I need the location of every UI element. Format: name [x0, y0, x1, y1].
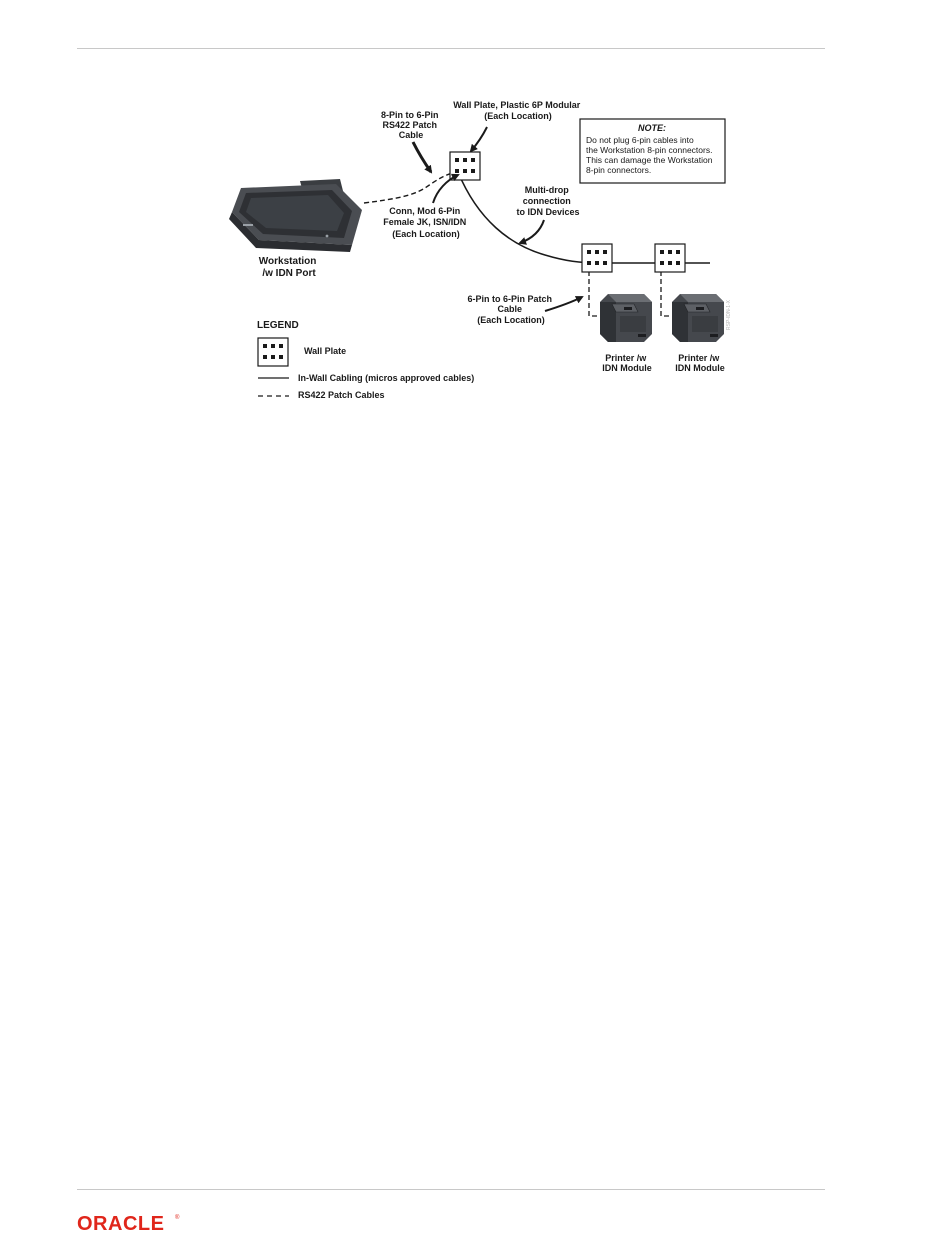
- wall-plate-callout-label: Wall Plate, Plastic 6P Modular (Each Location): [453, 100, 581, 121]
- legend-wall-plate-symbol: [258, 338, 288, 366]
- oracle-logo-text: ORACLE: [77, 1213, 165, 1235]
- figure-id: RSP-IDN-1-X: [726, 299, 732, 330]
- printer-2: [672, 294, 724, 342]
- patch-cable-6to6-label: 6-Pin to 6-Pin Patch Cable (Each Location): [467, 294, 552, 325]
- legend-title: LEGEND: [257, 320, 299, 331]
- connector-callout-label: Conn, Mod 6-Pin Female JK, ISN/IDN (Each Location): [383, 206, 467, 239]
- rs422-patch-cable-workstation: [364, 172, 457, 203]
- printer-1: [600, 294, 652, 342]
- workstation-device: [229, 179, 362, 252]
- printer-2-label: Printer /w IDN Module: [675, 353, 725, 373]
- arrow-patch-cable: [413, 142, 431, 172]
- printer-1-label: Printer /w IDN Module: [602, 353, 652, 373]
- arrow-wall-plate: [471, 127, 487, 151]
- note-title: NOTE:: [638, 123, 666, 133]
- multidrop-callout-label: Multi-drop connection to IDN Devices: [516, 185, 580, 217]
- note-text: Do not plug 6-pin cables into the Workstation 8-pin connectors. This can damage the Workstation 8-pin connectors.: [586, 135, 713, 175]
- patch-cable-8to6-label: 8-Pin to 6-Pin RS422 Patch Cable: [380, 110, 439, 140]
- legend-dashed-line-label: RS422 Patch Cables: [298, 390, 385, 400]
- arrow-multidrop: [520, 220, 544, 243]
- legend: [257, 320, 474, 400]
- wall-plate-printer-2: [655, 244, 685, 272]
- wall-plate-printer-1: [582, 244, 612, 272]
- legend-wall-plate-label: Wall Plate: [304, 346, 347, 356]
- registered-mark: ®: [175, 1215, 180, 1221]
- legend-solid-line-label: In-Wall Cabling (micros approved cables): [298, 373, 475, 383]
- oracle-logo: [77, 1213, 180, 1235]
- workstation-label: Workstation /w IDN Port: [258, 256, 317, 279]
- note-box: [580, 119, 725, 183]
